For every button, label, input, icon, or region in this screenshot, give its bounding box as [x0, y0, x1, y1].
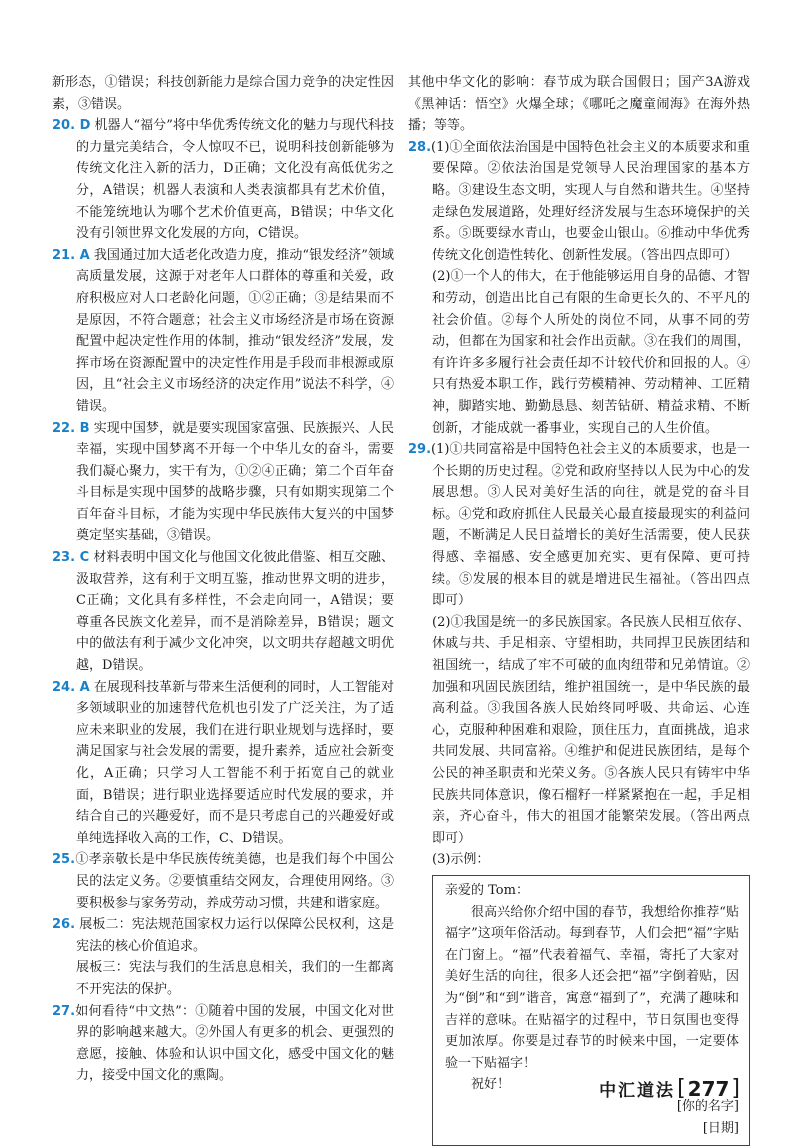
- page-number: 277: [687, 1076, 730, 1101]
- answer-number: 27.: [52, 1003, 76, 1019]
- sample-letter: [432, 875, 750, 1146]
- answer-text: (1)①共同富裕是中国特色社会主义的本质要求，也是一个长期的历史过程。②党和政府坚持以人民为中心的发展思想。③人民对美好生活的向往，就是党的奋斗目标。④党和政府抓住人民最关心最直接最现实的利益问题，不断满足人民日益增长的美好生活需要，使人民获得感、幸福感、安全感更加充实、更有保障、更可持续。⑤发展的根本目的就是增进民生福祉。（答出四点即可）: [431, 442, 750, 609]
- answer-text: 机器人“福兮”将中华优秀传统文化的魅力与现代科技的力量完美结合，令人惊叹不已，说明科技创新能够为传统文化注入新的活力，D正确；文化没有高低优劣之分，A错误；机器人表演和人类表演都具有艺术价值，不能笼统地认为哪个艺术价值更高，B错误；中华文化没有引领世界文化发展的方向，C错误。: [76, 118, 394, 242]
- answer-number: 29.: [408, 442, 432, 458]
- left-column: [52, 72, 394, 1087]
- answer-26-sub: 展板三：宪法与我们的生活息息相关，我们的一生都离不开宪法的保护。: [76, 960, 394, 997]
- answer-20: [52, 115, 394, 245]
- letter-greeting: 亲爱的 Tom：: [445, 882, 529, 898]
- answer-number: 26.: [52, 917, 76, 933]
- answer-23: [52, 547, 394, 677]
- page-footer: [599, 1076, 740, 1101]
- answer-text: 如何看待“中文热”：①随着中国的发展，中国文化对世界的影响越来越大。②外国人有更多的机会、更强烈的意愿，接触、体验和认识中国文化，感受中国文化的魅力，接受中国文化的熏陶。: [75, 1003, 394, 1084]
- answer-27: [52, 1001, 394, 1087]
- answer-25: [52, 849, 394, 914]
- footer-brand: 中汇道法: [599, 1081, 676, 1101]
- answer-29: [408, 439, 750, 612]
- answer-number: 28.: [408, 139, 432, 155]
- bracket-left-icon: [: [677, 1076, 686, 1101]
- answer-26: [52, 914, 394, 957]
- answer-text: 展板二：宪法规范国家权力运行以保障公民权利，这是宪法的核心价值追求。: [76, 917, 394, 954]
- letter-closing: 祝好！: [471, 1077, 511, 1093]
- letter-name: [你的名字]: [676, 1098, 739, 1114]
- answer-number: 22. B: [52, 420, 90, 436]
- answer-text: 在展现科技革新与带来生活便利的同时，人工智能对多领域职业的加速替代危机也引发了广泛关注，为了适应未来职业的发展，我们在进行职业规划与选择时，要满足国家与社会发展的需要，提升素养，适应社会新变化，A正确；只学习人工智能不利于拓宽自己的就业面，B错误；进行职业选择要适应时代发展的要求，并结合自己的兴趣爱好，而不是只考虑自己的兴趣爱好或单纯选择收入高的工作，C、D错误。: [76, 679, 394, 846]
- answer-24: [52, 677, 394, 850]
- bracket-right-icon: ]: [731, 1076, 740, 1101]
- right-column: [408, 72, 750, 1146]
- intro-paragraph: 新形态，①错误；科技创新能力是综合国力竞争的决定性因素，③错误。: [52, 75, 394, 112]
- letter-body: 很高兴给你介绍中国的春节，我想给你推荐“贴福字”这项年俗活动。每到春节，人们会把“福”字贴在门窗上。“福”代表着福气、幸福，寄托了大家对美好生活的向往，很多人还会把“福”字倒着贴，因为“倒”和“到”谐音，寓意“福到了”，充满了趣味和吉祥的意味。在贴福字的过程中，节日氛围也变得更加浓厚。你要是过春节的时候来中国，一定要体验一下贴福字！: [445, 904, 739, 1071]
- answer-text: (1)①全面依法治国是中国特色社会主义的本质要求和重要保障。②依法治国是党领导人民治理国家的基本方略。③建设生态文明，实现人与自然和谐共生。④坚持走绿色发展道路，处理好经济发展与生态环境保护的关系。⑤既要绿水青山，也要金山银山。⑥推动中华优秀传统文化创造性转化、创新性发展。（答出四点即可）: [431, 139, 750, 263]
- letter-date: [日期]: [702, 1120, 739, 1136]
- answer-number: 24. A: [52, 679, 90, 695]
- answer-29-part3: (3)示例：: [432, 852, 490, 868]
- answer-text: 实现中国梦，就是要实现国家富强、民族振兴、人民幸福，实现中国梦离不开每一个中华儿女的奋斗，需要我们凝心聚力，实干有为，①②④正确；第二个百年奋斗目标是实现中国梦的战略步骤，只有如期实现第二个百年奋斗目标，才能为实现中华民族伟大复兴的中国梦奠定坚实基础，③错误。: [76, 420, 394, 544]
- answer-number: 25.: [52, 852, 76, 868]
- answer-28-part2: (2)①一个人的伟大，在于他能够运用自身的品德、才智和劳动，创造出比自己有限的生命更长久的、不平凡的社会价值。②每个人所处的岗位不同，从事不同的劳动，但都在为国家和社会作出贡献。③在我们的周围，有许许多多履行社会责任却不计较代价和回报的人。④只有热爱本职工作，践行劳模精神、劳动精神、工匠精神，脚踏实地、勤勤恳恳、刻苦钻研、精益求精、不断创新，才能成就一番事业，实现自己的人生价值。: [432, 269, 750, 436]
- answer-number: 23. C: [52, 550, 90, 566]
- answer-number: 20. D: [52, 118, 91, 134]
- answer-22: [52, 418, 394, 548]
- answer-21: [52, 245, 394, 418]
- continued-paragraph: 其他中华文化的影响：春节成为联合国假日；国产3A游戏《黑神话：悟空》火爆全球；《哪吒之魔童闹海》在海外热播；等等。: [408, 75, 750, 134]
- answer-text: ①孝亲敬长是中华民族传统美德，也是我们每个中国公民的法定义务。②要慎重结交网友，合理使用网络。③要积极参与家务劳动，养成劳动习惯，共建和谐家庭。: [75, 852, 394, 911]
- answer-text: 我国通过加大适老化改造力度，推动“银发经济”领域高质量发展，这源于对老年人口群体的尊重和关爱，政府积极应对人口老龄化问题，①②正确；③是结果而不是原因，不符合题意；社会主义市场经济是市场在资源配置中起决定性作用的体制，推动“银发经济”发展，发挥市场在资源配置中的决定性作用是手段而非根源或原因，且“社会主义市场经济的决定作用”说法不科学，④错误。: [76, 247, 394, 414]
- answer-number: 21. A: [52, 247, 90, 263]
- answer-text: 材料表明中国文化与他国文化彼此借鉴、相互交融、汲取营养，这有利于文明互鉴，推动世界文明的进步，C正确；文化具有多样性，不会走向同一，A错误；要尊重各民族文化差异，而不是消除差异，B错误；题文中的做法有利于减少文化冲突，以文明共存超越文明优越，D错误。: [76, 550, 394, 674]
- answer-28: [408, 137, 750, 267]
- answer-29-part2: (2)①我国是统一的多民族国家。各民族人民相互依存、休戚与共、手足相亲、守望相助，共同捍卫民族团结和祖国统一，结成了牢不可破的血肉纽带和兄弟情谊。②加强和巩固民族团结，维护祖国统一，是中华民族的最高利益。③我国各族人民始终同呼吸、共命运、心连心，克服种种困难和艰险，顶住压力，直面挑战，追求共同发展、共同富裕。④维护和促进民族团结，是每个公民的神圣职责和光荣义务。⑤各族人民只有铸牢中华民族共同体意识，像石榴籽一样紧紧抱在一起，手足相亲，齐心奋斗，伟大的祖国才能繁荣发展。（答出两点即可）: [432, 614, 750, 846]
